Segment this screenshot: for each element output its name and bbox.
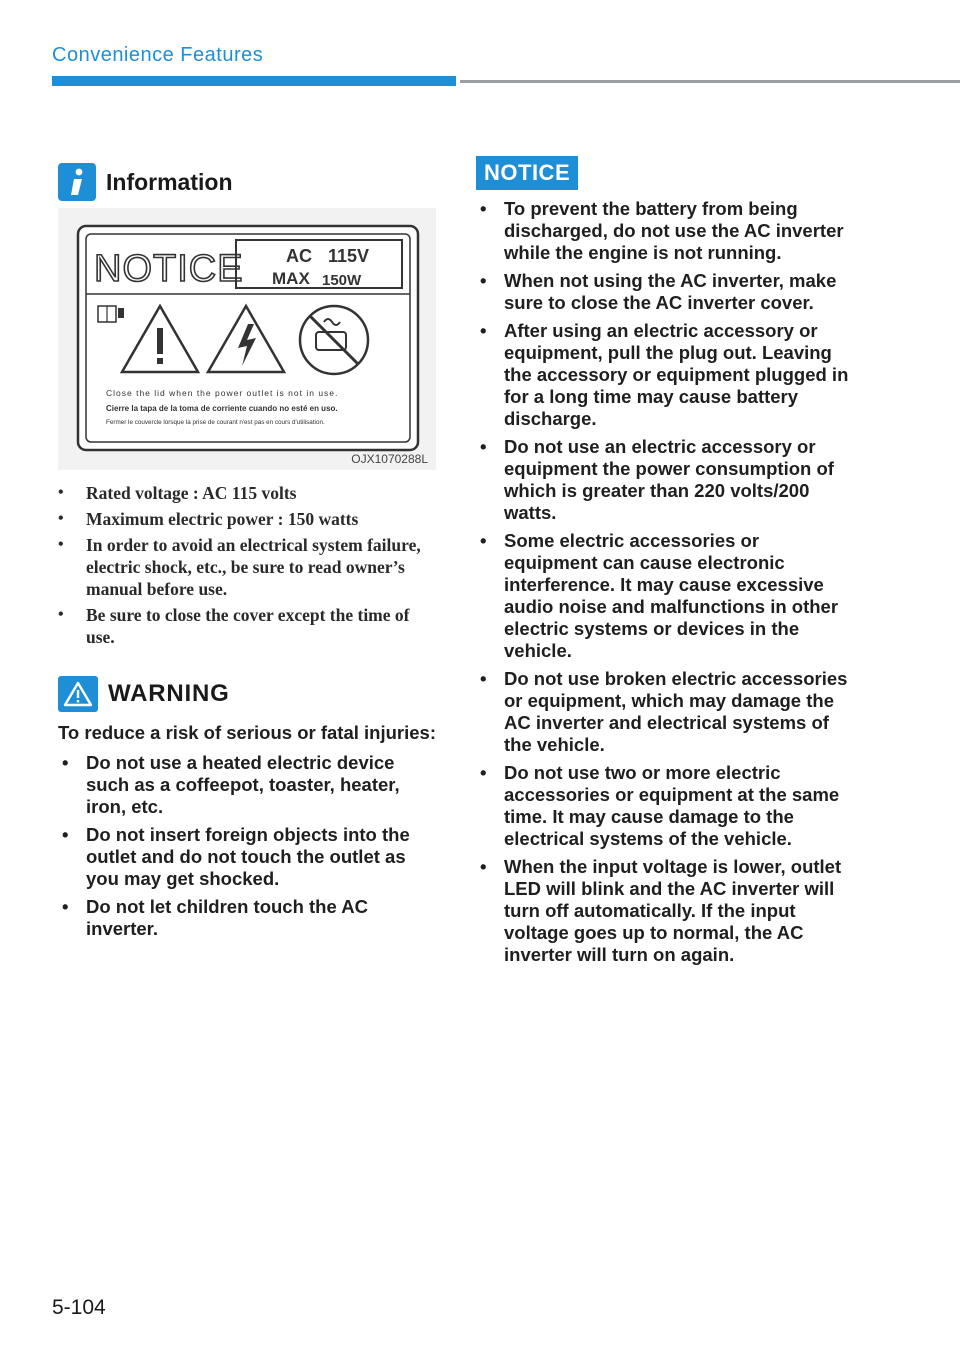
notice-title: NOTICE: [476, 156, 578, 190]
information-heading: [58, 160, 436, 204]
list-item: • Do not use an electric accessory or equipment the power consumption of which is greater than 220 volts/200 watts.: [476, 436, 852, 524]
figure-caption-es: Cierre la tapa de la toma de corriente cuando no esté en uso.: [106, 404, 338, 413]
warning-list: [58, 752, 436, 940]
page-number: 5-104: [52, 1296, 106, 1319]
warning-heading: [58, 674, 436, 714]
warning-title: WARNING: [108, 680, 230, 707]
header-rule: [460, 80, 960, 83]
list-item: • Some electric accessories or equipment can cause electronic interference. It may cause excessive audio noise and malfunctions in other electric systems or devices in the vehicle.: [476, 530, 852, 662]
figure-label-max: MAX: [272, 269, 310, 288]
figure-label-volts: 115V: [328, 246, 370, 266]
list-item: • Rated voltage : AC 115 volts: [58, 482, 436, 504]
list-item: • Maximum electric power : 150 watts: [58, 508, 436, 530]
notice-list: [476, 198, 852, 966]
information-title: Information: [106, 168, 233, 195]
info-icon: [58, 163, 96, 201]
figure-caption-fr: Fermer le couvercle lorsque la prise de courant n'est pas en cours d'utilisation.: [106, 419, 325, 426]
notice-label-image: [76, 224, 420, 452]
header-accent-bar: [52, 76, 456, 86]
figure-caption-en: Close the lid when the power outlet is not in use.: [106, 388, 339, 398]
list-item: • Do not use a heated electric device such as a coffeepot, toaster, heater, iron, etc.: [58, 752, 436, 818]
list-item: • Do not use broken electric accessories or equipment, which may damage the AC inverter and electrical systems of the vehicle.: [476, 668, 852, 756]
information-list: [58, 482, 436, 648]
list-item: • When the input voltage is lower, outlet LED will blink and the AC inverter will turn off automatically. If the input voltage goes up to normal, the AC inverter will turn on again.: [476, 856, 852, 966]
warning-triangle-icon: [58, 676, 98, 712]
list-item: • Be sure to close the cover except the time of use.: [58, 604, 436, 648]
list-item: • When not using the AC inverter, make sure to close the AC inverter cover.: [476, 270, 852, 314]
list-item: • Do not insert foreign objects into the outlet and do not touch the outlet as you may get shocked.: [58, 824, 436, 890]
warning-intro: To reduce a risk of serious or fatal injuries:: [58, 722, 436, 743]
list-item: • In order to avoid an electrical system failure, electric shock, etc., be sure to read owner’s manual before use.: [58, 534, 436, 600]
list-item: • Do not use two or more electric accessories or equipment at the same time. It may cause damage to the electrical systems of the vehicle.: [476, 762, 852, 850]
figure-label-ac: AC: [286, 246, 312, 266]
section-title: Convenience Features: [52, 44, 264, 66]
figure-label-watts: 150W: [322, 272, 362, 289]
right-column: [476, 156, 852, 972]
notice-label-figure: [58, 208, 436, 470]
left-column: [58, 160, 436, 946]
figure-code: OJX1070288L: [351, 452, 428, 466]
list-item: • To prevent the battery from being discharged, do not use the AC inverter while the engine is not running.: [476, 198, 852, 264]
figure-label-notice: NOTICE: [94, 248, 244, 290]
list-item: • After using an electric accessory or equipment, pull the plug out. Leaving the accessory or equipment plugged in for a long time may cause battery discharge.: [476, 320, 852, 430]
list-item: • Do not let children touch the AC inverter.: [58, 896, 436, 940]
